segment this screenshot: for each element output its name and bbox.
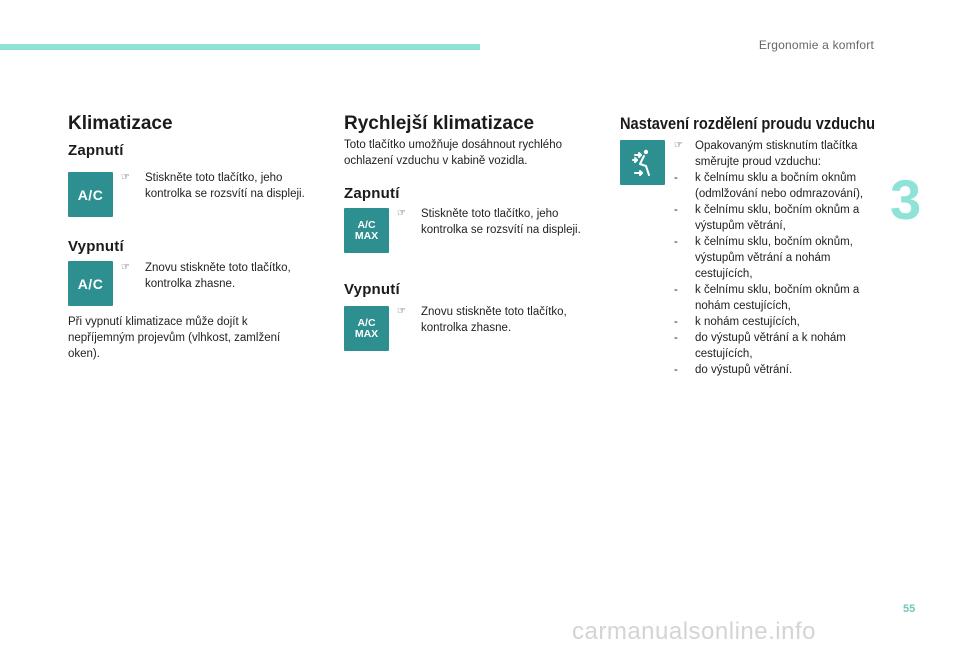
acmax-intro: Toto tlačítko umožňuje dosáhnout rychlého ochlazení vzduchu v kabině vozidla. (344, 139, 562, 167)
airflow-distribution-icon (620, 140, 665, 185)
page-number: 55 (903, 603, 916, 615)
list-item: - do výstupů větrání a k nohám cestujících, (674, 332, 846, 360)
acmax-off-instruction: ☞ Znovu stiskněte toto tlačítko, kontrolka zhasne. (397, 306, 567, 334)
airflow-instruction: ☞ Opakovaným stisknutím tlačítka směrujte proud vzduchu: (674, 140, 858, 168)
section-title: Ergonomie a komfort (758, 38, 874, 52)
airflow-options-list (674, 170, 884, 378)
vypnuti-heading: Vypnutí (344, 281, 400, 298)
list-item: - do výstupů větrání. (674, 364, 793, 376)
klimatizace-title: Klimatizace (68, 113, 173, 134)
ac-on-instruction: ☞ Stiskněte toto tlačítko, jeho kontrolka se rozsvítí na displeji. (121, 172, 305, 200)
ac-off-instruction: ☞ Znovu stiskněte toto tlačítko, kontrolka zhasne. (121, 262, 291, 290)
ac-off-note: Při vypnutí klimatizace může dojít k nepříjemným projevům (vlhkost, zamlžení oken). (68, 316, 281, 360)
pointing-hand-icon: ☞ (397, 306, 406, 317)
watermark: carmanualsonline.info (572, 618, 816, 645)
pointing-hand-icon: ☞ (674, 140, 683, 151)
list-item: - k čelnímu sklu a bočním oknům (odmlžování nebo odmrazování), (674, 172, 864, 200)
header-accent-bar (0, 44, 480, 50)
rychlejsi-klimatizace-title: Rychlejší klimatizace (344, 113, 535, 134)
list-item: - k čelnímu sklu, bočním oknům, výstupům větrání a nohám cestujících, (674, 236, 853, 280)
zapnuti-heading: Zapnutí (344, 185, 400, 202)
pointing-hand-icon: ☞ (121, 262, 130, 273)
rozdeleni-proudu-title: Nastavení rozdělení proudu vzduchu (620, 114, 876, 133)
vypnuti-heading: Vypnutí (68, 238, 124, 255)
ac-max-button-icon: A/C MAX (344, 208, 389, 253)
list-item: - k nohám cestujících, (674, 316, 800, 328)
ac-button-icon: A/C (68, 172, 113, 217)
list-item: - k čelnímu sklu, bočním oknům a výstupům větrání, (674, 204, 860, 232)
list-item: - k čelnímu sklu, bočním oknům a nohám cestujících, (674, 284, 860, 312)
pointing-hand-icon: ☞ (397, 208, 406, 219)
pointing-hand-icon: ☞ (121, 172, 130, 183)
chapter-number: 3 (890, 168, 922, 231)
ac-max-button-icon: A/C MAX (344, 306, 389, 351)
zapnuti-heading: Zapnutí (68, 142, 124, 159)
ac-button-icon: A/C (68, 261, 113, 306)
acmax-on-instruction: ☞ Stiskněte toto tlačítko, jeho kontrolka se rozsvítí na displeji. (397, 208, 581, 236)
